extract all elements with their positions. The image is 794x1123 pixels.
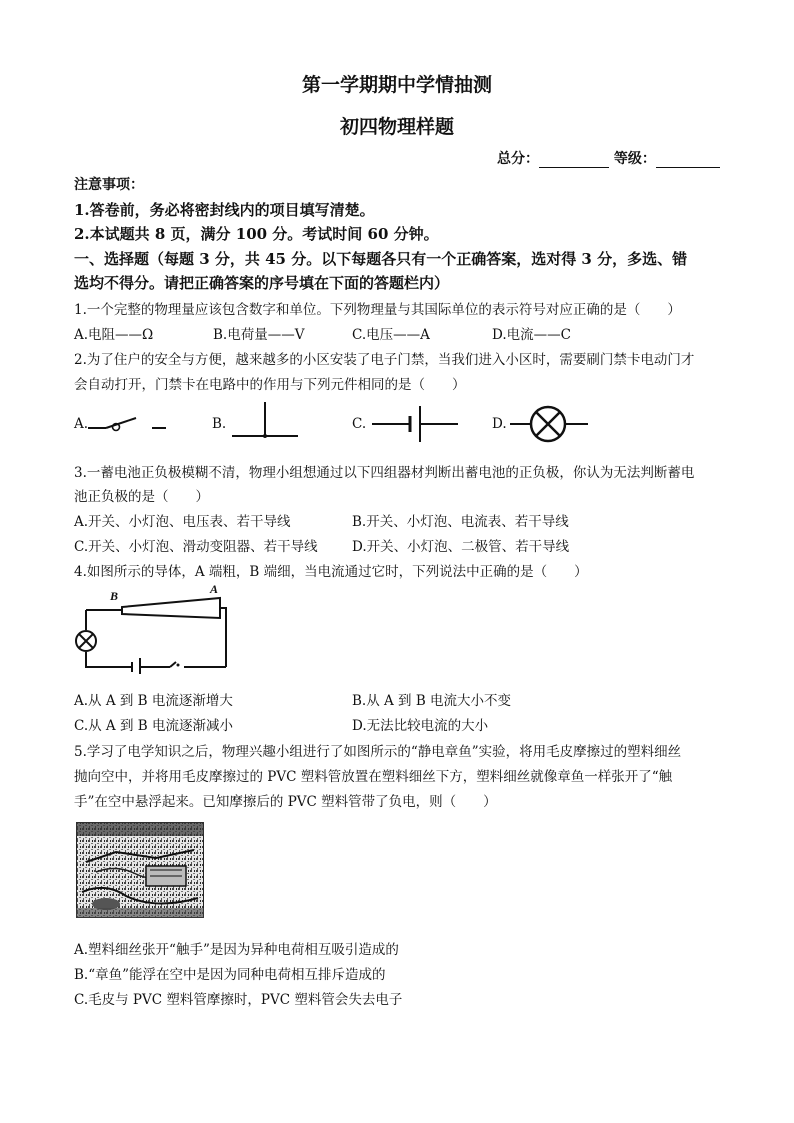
option-b: B.“章鱼”能浮在空中是因为同种电荷相互排斥造成的 bbox=[74, 967, 386, 983]
note-item: 2.本试题共 8 页，满分 100 分。考试时间 60 分钟。 bbox=[74, 225, 439, 243]
option-a: A.开关、小灯泡、电压表、若干导线 bbox=[74, 514, 291, 530]
option-c: C.从 A 到 B 电流逐渐减小 bbox=[74, 718, 233, 734]
static-octopus-photo bbox=[76, 822, 204, 918]
junction-symbol-icon bbox=[230, 400, 300, 442]
option-b: B.开关、小灯泡、电流表、若干导线 bbox=[352, 514, 569, 530]
option-b: B. bbox=[212, 416, 227, 432]
option-d: D. bbox=[492, 416, 507, 432]
option-d: D.无法比较电流的大小 bbox=[352, 718, 489, 734]
option-b: B.电荷量——V bbox=[213, 327, 305, 343]
option-a: A.电阻——Ω bbox=[74, 327, 154, 343]
end-label-a: A bbox=[210, 582, 219, 596]
option-b: B.从 A 到 B 电流大小不变 bbox=[352, 693, 512, 709]
option-c: C.开关、小灯泡、滑动变阻器、若干导线 bbox=[74, 539, 318, 555]
grade-blank[interactable] bbox=[656, 153, 720, 168]
score-label: 总分： bbox=[497, 151, 539, 167]
question-1-stem: 1.一个完整的物理量应该包含数字和单位。下列物理量与其国际单位的表示符号对应正确的是（ ） bbox=[74, 302, 681, 318]
conductor-circuit-diagram bbox=[70, 582, 236, 674]
option-a: A. bbox=[74, 416, 89, 432]
exam-title: 第一学期期中学情抽测 bbox=[301, 74, 492, 96]
switch-symbol-icon bbox=[86, 408, 172, 438]
lamp-symbol-icon bbox=[508, 403, 590, 445]
notes-heading: 注意事项： bbox=[74, 177, 144, 193]
question-5-stem: 手”在空中悬浮起来。已知摩擦后的 PVC 塑料管带了负电，则（ ） bbox=[74, 794, 497, 810]
exam-subtitle: 初四物理样题 bbox=[339, 116, 454, 138]
end-label-b: B bbox=[110, 589, 119, 603]
section-instructions: 一、选择题（每题 3 分，共 45 分。以下每题各只有一个正确答案，选对得 3 分，多选、错 bbox=[74, 250, 688, 268]
question-4-stem: 4.如图所示的导体，A 端粗，B 端细，当电流通过它时，下列说法中正确的是（ ） bbox=[74, 564, 588, 580]
score-blank[interactable] bbox=[539, 153, 609, 168]
grade-label: 等级： bbox=[613, 151, 656, 167]
section-instructions: 选均不得分。请把正确答案的序号填在下面的答题栏内） bbox=[74, 274, 450, 292]
question-2-stem: 2.为了住户的安全与方便，越来越多的小区安装了电子门禁，当我们进入小区时，需要刷门禁卡电动门才 bbox=[74, 352, 695, 368]
score-grade-line bbox=[497, 148, 720, 168]
option-a: A.塑料细丝张开“触手”是因为异种电荷相互吸引造成的 bbox=[74, 942, 399, 958]
option-d: D.电流——C bbox=[492, 327, 571, 343]
question-3-stem: 池正负极的是（ ） bbox=[74, 489, 209, 505]
question-5-stem: 5.学习了电学知识之后，物理兴趣小组进行了如图所示的“静电章鱼”实验，将用毛皮摩擦过的塑料细丝 bbox=[74, 744, 682, 760]
note-item: 1.答卷前，务必将密封线内的项目填写清楚。 bbox=[74, 201, 375, 219]
question-5-stem: 抛向空中，并将用毛皮摩擦过的 PVC 塑料管放置在塑料细丝下方，塑料细丝就像章鱼一样张开了“触 bbox=[74, 769, 673, 785]
option-c: C.电压——A bbox=[352, 327, 430, 343]
option-a: A.从 A 到 B 电流逐渐增大 bbox=[74, 693, 233, 709]
option-c: C.毛皮与 PVC 塑料管摩擦时，PVC 塑料管会失去电子 bbox=[74, 992, 403, 1008]
battery-symbol-icon bbox=[370, 404, 462, 444]
question-2-stem: 会自动打开，门禁卡在电路中的作用与下列元件相同的是（ ） bbox=[74, 377, 466, 393]
question-3-stem: 3.一蓄电池正负极模糊不清，物理小组想通过以下四组器材判断出蓄电池的正负极，你认为无法判断蓄电 bbox=[74, 465, 695, 481]
option-c: C. bbox=[352, 416, 367, 432]
option-d: D.开关、小灯泡、二极管、若干导线 bbox=[352, 539, 570, 555]
